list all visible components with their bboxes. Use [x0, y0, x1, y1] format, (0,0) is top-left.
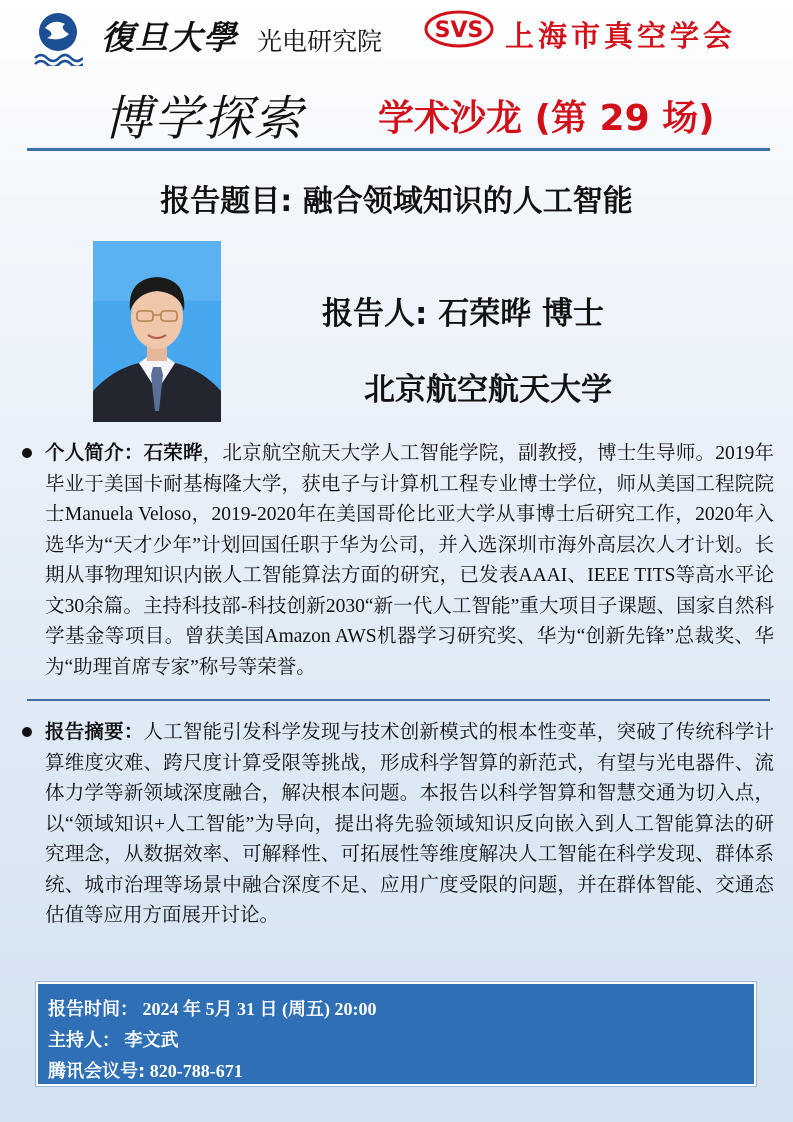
- abstract-text: 人工智能引发科学发现与技术创新模式的根本性变革，突破了传统科学计算维度灾难、跨尺度计算受限等挑战，形成科学智算的新范式，有望与光电器件、流体力学等新领域深度融合，解决根本问题。本报告以科学智算和智慧交通为切入点，以“领域知识+人工智能”为导向，提出将先验领域知识反向嵌入到人工智能算法的研究理念，从数据效率、可解释性、可拓展性等维度解决人工智能在科学发现、群体系统、城市治理等场景中融合深度不足、应用广度受限的问题，并在群体智能、交通态估值等应用方面展开讨论。: [45, 722, 774, 926]
- host-row: [48, 1025, 744, 1056]
- meeting-value: 820-788-671: [149, 1061, 243, 1081]
- institute-name: 光电研究院: [257, 29, 383, 56]
- abstract-section: [22, 717, 774, 932]
- speaker-photo: [93, 241, 221, 422]
- bio-body: [45, 438, 774, 683]
- bio-label: 个人简介：: [45, 441, 144, 464]
- university-name: 復旦大學: [101, 21, 237, 57]
- bio-section: [22, 438, 774, 683]
- abstract-body: [45, 717, 774, 932]
- host-value: 李文武: [124, 1030, 179, 1051]
- bullet-icon: [22, 727, 32, 737]
- series-calligraphy: 博学探索: [104, 91, 305, 147]
- talk-title: 报告题目: 融合领域知识的人工智能: [160, 184, 633, 219]
- svs-logo-text: SVS: [434, 18, 484, 43]
- host-label: 主持人：: [48, 1030, 120, 1051]
- society-name: 上海市真空学会: [505, 21, 737, 53]
- speaker-name: 报告人: 石荣晔 博士: [322, 296, 604, 332]
- fudan-logo-icon: [33, 10, 83, 66]
- abstract-label: 报告摘要：: [45, 720, 144, 743]
- bio-name: 石荣晔: [143, 441, 203, 464]
- meeting-row: [48, 1056, 744, 1087]
- time-label: 报告时间：: [48, 999, 138, 1020]
- section-divider: [27, 699, 770, 701]
- header-divider: [27, 148, 770, 151]
- time-row: [48, 994, 744, 1025]
- speaker-affiliation: 北京航空航天大学: [364, 372, 612, 408]
- time-value: 2024 年 5月 31 日 (周五) 20:00: [142, 999, 377, 1019]
- salon-title: 学术沙龙 (第 29 场): [378, 98, 715, 139]
- bio-text: ，北京航空航天大学人工智能学院，副教授，博士生导师。2019年毕业于美国卡耐基梅隆大学，获电子与计算机工程专业博士学位，师从美国工程院院士Manuela Veloso，2019-2020年在美国哥伦比亚大学从事博士后研究工作，2020年入选华为“天才少年”计划回国任职于华为公司，并入选深圳市海外高层次人才计划。长期从事物理知识内嵌人工智能算法方面的研究，已发表AAAI、IEEE TITS等高水平论文30余篇。主持科技部-科技创新2030“新一代人工智能”重大项目子课题、国家自然科学基金等项目。曾获美国Amazon AWS机器学习研究奖、华为“创新先锋”总裁奖、华为“助理首席专家”称号等荣誉。: [45, 443, 774, 678]
- bullet-icon: [22, 448, 32, 458]
- svs-logo-icon: [424, 10, 494, 48]
- event-info-box: [36, 982, 756, 1086]
- meeting-label: 腾讯会议号:: [48, 1061, 146, 1082]
